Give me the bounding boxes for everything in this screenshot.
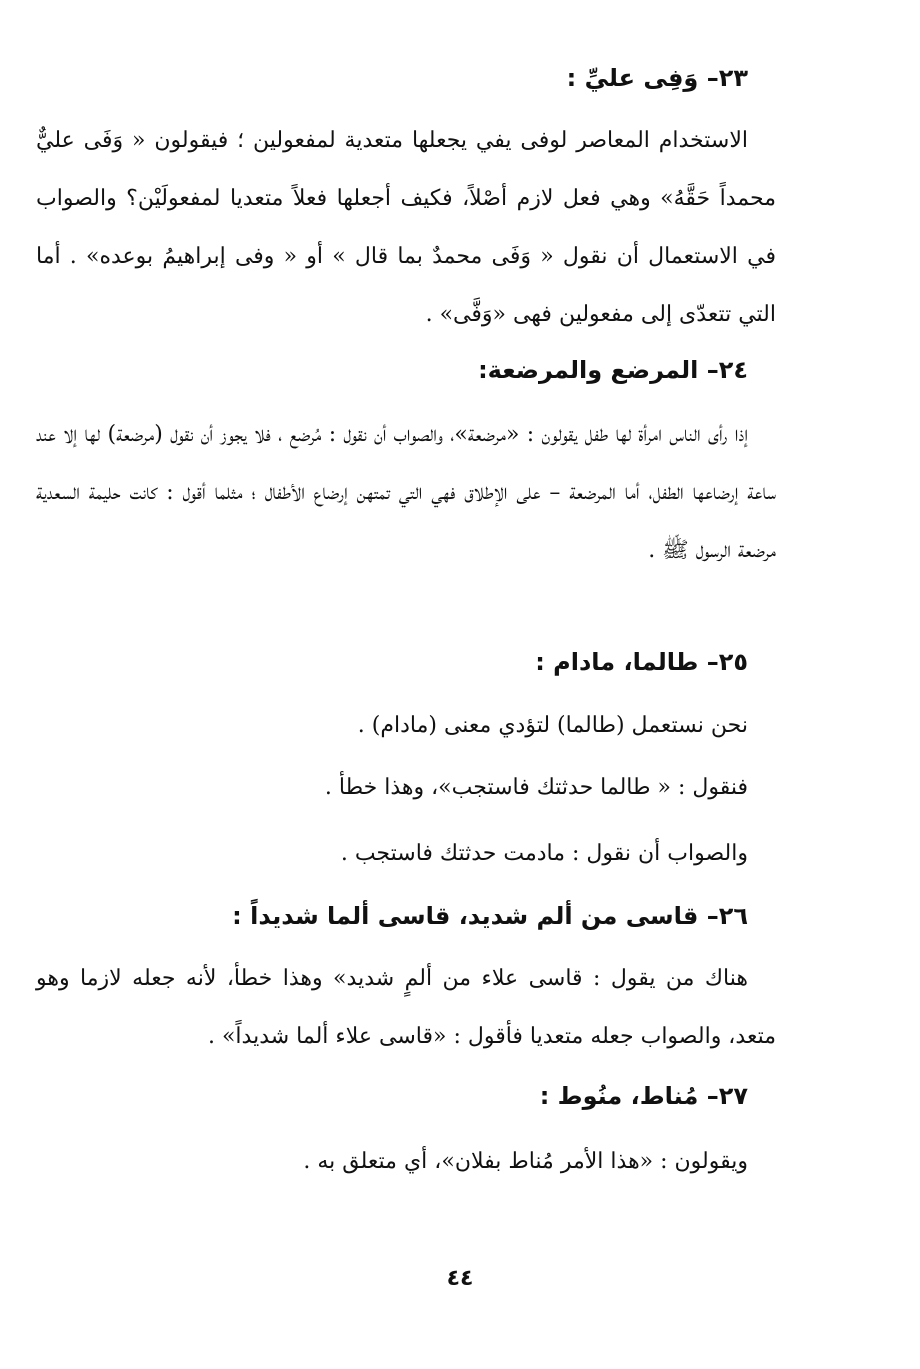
section-23-heading: ٢٣– وَفِى عليِّ :: [566, 64, 748, 92]
section-25-heading: ٢٥– طالما، مادام :: [535, 648, 748, 676]
section-23-body: الاستخدام المعاصر لوفى يفي يجعلها متعدية لمفعولين ؛ فيقولون « وَفَى عليٌّ محمداً حَقَّهُ» وهي فعل لازم أصْلاً، فكيف أجعلها فعلاً متعديا لمفعولَيْن؟ والصواب في الاستعمال أن نقول « وَفَى محمدٌ بما قال » أو « وفى إبراهيمُ بوعده» . أما التي تتعدّى إلى مفعولين فهى «وَفَّى» .: [36, 128, 776, 327]
section-25-line-2: فنقول : « طالما حدثتك فاستجب»، وهذا خطأ .: [324, 775, 748, 800]
section-24-heading: ٢٤– المرضع والمرضعة:: [478, 356, 748, 384]
section-25-line-1: نحن نستعمل (طالما) لتؤدي معنى (مادام) .: [357, 713, 748, 738]
section-26-heading: ٢٦– قاسى من ألم شديد، قاسى ألما شديداً :: [232, 902, 748, 930]
section-26-body: هناك من يقول : قاسى علاء من ألمٍ شديد» وهذا خطأ، لأنه جعله لازما وهو متعد، والصواب جعله متعديا فأقول : «قاسى علاء ألما شديداً» .: [36, 966, 776, 1049]
section-27-line-1: ويقولون : «هذا الأمر مُناط بفلان»، أي متعلق به .: [303, 1149, 748, 1174]
section-24-body: إذا رأى الناس امرأة لها طفل يقولون : «مرضعة»، والصواب أن نقول : مُرضع ، فلا يجوز أن نقول (مرضعة) لها إلا عند ساعة إرضاعها الطفل، أما المرضعة – على الإطلاق فهي التي تمتهن إرضاع الأطفال ؛ مثلما أقول : كانت حليمة السعدية مرضعة الرسول ﷺ .: [36, 422, 776, 563]
page-number: ٤٤: [446, 1266, 474, 1291]
section-25-line-3: والصواب أن نقول : مادمت حدثتك فاستجب .: [340, 841, 748, 866]
section-27-heading: ٢٧– مُناط، منُوط :: [539, 1082, 748, 1110]
